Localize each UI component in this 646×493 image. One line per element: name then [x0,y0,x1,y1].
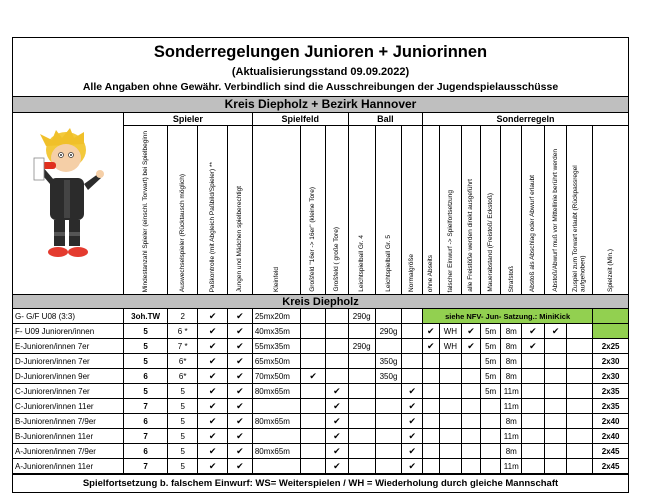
cell-zeit: 2x45 [593,459,628,474]
cell-ein [439,429,462,444]
page-title: Sonderregelungen Junioren + Juniorinnen [153,43,488,61]
column-header [462,126,481,295]
group-sonderregeln: Sonderregeln [423,113,628,126]
column-header-label: Spielzeit (Min.) [606,249,614,292]
table-row [13,444,628,459]
cell-pass: ✔ [198,399,228,414]
column-header [439,126,462,295]
column-header-label: Abstoß als Abschlag oder Abwurf erlaubt [529,174,537,292]
rules-table [13,113,628,474]
table-row [13,399,628,414]
cell-b4 [348,384,375,399]
table-row [13,384,628,399]
cell-sub: 7 * [168,339,198,354]
column-header-label: Großfeld ( große Tore) [333,227,341,292]
cell-sub: 6 * [168,324,198,339]
cell-abw: ✔ [522,324,545,339]
cell-abw [522,444,545,459]
cell-abs [423,384,440,399]
row-label: C-Junioren/innen 7er [13,384,123,399]
update-date: (Aktualisierungsstand 09.09.2022) [231,66,410,78]
column-header [402,126,423,295]
column-header-label: Mindestanzahl Spieler (einschl. Torwart) bei Spielbeginn [141,130,149,292]
cell-bn: ✔ [402,384,423,399]
cell-mauer: 5m [480,324,501,339]
cell-straf: 8m [501,354,522,369]
cell-mixed: ✔ [228,414,253,429]
cell-tw [567,414,593,429]
cell-b5 [375,339,402,354]
column-header [522,126,545,295]
cell-b5 [375,414,402,429]
cell-straf: 8m [501,414,522,429]
cell-mitte: ✔ [544,324,567,339]
cell-abs [423,444,440,459]
cell-abw: ✔ [522,339,545,354]
cell-abs [423,429,440,444]
cell-pass: ✔ [198,354,228,369]
column-header [326,126,349,295]
cell-bn [402,354,423,369]
cell-tw [567,384,593,399]
minikick-note: siehe NFV- Jun- Satzung.: MiniKick [423,309,593,324]
cell-pass: ✔ [198,414,228,429]
cell-ein [439,444,462,459]
cell-tw [567,324,593,339]
column-header-label: Kleinfeld [272,267,280,292]
cell-mixed: ✔ [228,399,253,414]
cell-abw [522,354,545,369]
column-header [567,126,593,295]
cell-frei [462,444,481,459]
cell-abs [423,369,440,384]
cell-mitte [544,339,567,354]
cell-frei [462,429,481,444]
row-label: B-Junioren/innen 7/9er [13,414,123,429]
cell-klein: 80mx65m [252,384,300,399]
cell-b5 [375,429,402,444]
disclaimer: Alle Angaben ohne Gewähr. Verbindlich sind die Ausschreibungen der Jugendspielausschüsse [82,81,559,93]
cell-zeit: 2x40 [593,429,628,444]
cell-b5 [375,309,402,324]
table-row [13,414,628,429]
cell-pass: ✔ [198,369,228,384]
cell-abw [522,429,545,444]
cell-straf: 11m [501,429,522,444]
cell-mitte [544,399,567,414]
cell-mixed: ✔ [228,309,253,324]
cell-g16 [301,444,326,459]
cell-abs [423,354,440,369]
cell-pass: ✔ [198,384,228,399]
column-header [480,126,501,295]
cell-b5 [375,459,402,474]
mascot-cell [13,113,123,295]
cell-klein [252,429,300,444]
column-header [301,126,326,295]
column-header-label: Paßkontrolle (mit Abgleich Paßbild/Spieler) ** [208,161,216,292]
cell-min: 7 [123,459,167,474]
cell-min: 5 [123,324,167,339]
column-header-label: Leichtspielball Gr. 5 [384,235,392,292]
column-header-label: Abstoß/Abwurf muß vor Mittellinie berührt werden [551,149,559,292]
cell-min: 6 [123,414,167,429]
column-header [252,126,300,295]
cell-klein: 55mx35m [252,339,300,354]
cell-g16: ✔ [301,369,326,384]
row-label: D-Junioren/innen 7er [13,354,123,369]
row-label: G- G/F U08 (3:3) [13,309,123,324]
row-label: E-Junioren/innen 7er [13,339,123,354]
cell-b5: 290g [375,324,402,339]
row-label: C-Junioren/innen 11er [13,399,123,414]
cell-pass: ✔ [198,444,228,459]
table-row [13,324,628,339]
cell-sub: 5 [168,429,198,444]
cell-straf: 11m [501,384,522,399]
cell-pass: ✔ [198,429,228,444]
cell-b4 [348,414,375,429]
cell-straf: 8m [501,369,522,384]
cell-min: 5 [123,384,167,399]
cell-ein [439,414,462,429]
cell-tw [567,399,593,414]
column-header-label: ohne Abseits [427,254,435,292]
cell-ein [439,459,462,474]
column-header [198,126,228,295]
cell-straf: 8m [501,339,522,354]
cell-mauer: 5m [480,384,501,399]
column-header [544,126,567,295]
cell-gross: ✔ [326,429,349,444]
cell-pass: ✔ [198,459,228,474]
cell-mitte [544,384,567,399]
cell-b4 [348,399,375,414]
cell-gross: ✔ [326,399,349,414]
cell-gross: ✔ [326,414,349,429]
cell-b5 [375,399,402,414]
cell-tw [567,444,593,459]
cell-klein: 25mx20m [252,309,300,324]
column-header-label: Normalgröße [408,254,416,292]
cell-mitte [544,429,567,444]
cell-mauer [480,414,501,429]
cell-gross: ✔ [326,444,349,459]
cell-zeit: 2x35 [593,384,628,399]
table-row [13,354,628,369]
cell-ein [439,399,462,414]
row-label: A-Junioren/innen 7/9er [13,444,123,459]
cell-bn [402,324,423,339]
cell-zeit: 2x40 [593,414,628,429]
footer-note: Spielfortsetzung b. falschem Einwurf: WS= Weiterspielen / WH = Wiederholung durch gleiche Mannschaft [13,474,628,492]
cell-ein [439,384,462,399]
section-header: Kreis Diepholz [13,295,628,309]
cell-straf: 8m [501,324,522,339]
cell-abw [522,369,545,384]
cell-bn: ✔ [402,429,423,444]
cell-mauer: 5m [480,354,501,369]
cell-gross: ✔ [326,459,349,474]
cell-gross [326,339,349,354]
cell-frei [462,459,481,474]
region-header: Kreis Diepholz + Bezirk Hannover [13,96,628,113]
cell-abs [423,399,440,414]
cell-mauer: 5m [480,369,501,384]
cell-zeit [593,324,628,339]
column-header [501,126,522,295]
cell-mauer: 5m [480,339,501,354]
cell-min: 6 [123,444,167,459]
cell-g16 [301,384,326,399]
cell-ein [439,369,462,384]
cell-mixed: ✔ [228,459,253,474]
cell-klein: 70mx50m [252,369,300,384]
cell-mitte [544,444,567,459]
cell-frei: ✔ [462,324,481,339]
cell-b4: 290g [348,339,375,354]
cell-b4: 290g [348,309,375,324]
cell-mauer [480,459,501,474]
cell-gross: ✔ [326,384,349,399]
cell-zeit: 2x30 [593,369,628,384]
cell-pass: ✔ [198,324,228,339]
column-header-label: falscher Einwurf -> Spielfortsetzung [446,189,454,292]
cell-g16 [301,429,326,444]
cell-klein: 80mx65m [252,414,300,429]
cell-abs [423,414,440,429]
cell-zeit [593,309,628,324]
cell-g16 [301,309,326,324]
cell-b5: 350g [375,369,402,384]
cell-sub: 5 [168,399,198,414]
column-header [375,126,402,295]
cell-gross [326,369,349,384]
cell-sub: 5 [168,459,198,474]
cell-frei [462,369,481,384]
row-label: F- U09 Junioren/innen [13,324,123,339]
cell-b5 [375,384,402,399]
cell-sub: 6* [168,354,198,369]
cell-b4 [348,444,375,459]
cell-zeit: 2x45 [593,444,628,459]
cell-abs [423,459,440,474]
cell-klein [252,399,300,414]
column-header-label: Leichtspielball Gr. 4 [357,235,365,292]
cell-bn [402,309,423,324]
cell-mixed: ✔ [228,429,253,444]
cell-abw [522,384,545,399]
cell-mitte [544,369,567,384]
row-label: B-Junioren/innen 11er [13,429,123,444]
cell-mixed: ✔ [228,324,253,339]
cell-bn: ✔ [402,459,423,474]
column-header-label: Strafstoß [507,265,515,292]
column-header [593,126,628,295]
cell-frei [462,384,481,399]
cell-tw [567,429,593,444]
cell-mixed: ✔ [228,354,253,369]
cell-pass: ✔ [198,309,228,324]
cell-sub: 6* [168,369,198,384]
cell-frei [462,354,481,369]
table-row [13,369,628,384]
group-spieler: Spieler [123,113,252,126]
cell-g16 [301,324,326,339]
cell-b5: 350g [375,354,402,369]
cell-gross [326,309,349,324]
cell-tw [567,339,593,354]
cell-bn [402,369,423,384]
cell-mauer [480,399,501,414]
cell-sub: 5 [168,384,198,399]
cell-mitte [544,354,567,369]
cell-abw [522,399,545,414]
cell-frei [462,399,481,414]
cell-g16 [301,339,326,354]
cell-klein: 65mx50m [252,354,300,369]
cell-bn [402,339,423,354]
column-header [423,126,440,295]
cell-g16 [301,414,326,429]
cell-klein [252,459,300,474]
cell-abw [522,459,545,474]
cell-g16 [301,399,326,414]
column-header-label: Auswechselspieler (Rücktausch möglich) [178,173,186,292]
cell-straf: 8m [501,444,522,459]
group-ball: Ball [348,113,422,126]
cell-b4 [348,429,375,444]
column-header [348,126,375,295]
cell-ein: WH [439,339,462,354]
cell-b5 [375,444,402,459]
cell-zeit: 2x30 [593,354,628,369]
cell-straf: 11m [501,459,522,474]
column-header [168,126,198,295]
cell-ein: WH [439,324,462,339]
cell-min: 7 [123,429,167,444]
cell-mauer [480,444,501,459]
cell-min: 6 [123,369,167,384]
cell-sub: 5 [168,414,198,429]
column-header-label: Großfeld "16er -> 16er" (kleine Tore) [309,187,317,292]
column-header-label: alle Freistöße werden direkt ausgeführt [467,179,475,292]
column-header [123,126,167,295]
referee-mascot-icon [28,128,108,278]
cell-sub: 5 [168,444,198,459]
row-label: D-Junioren/innen 9er [13,369,123,384]
cell-klein: 40mx35m [252,324,300,339]
cell-mixed: ✔ [228,444,253,459]
group-spielfeld: Spielfeld [252,113,348,126]
cell-tw [567,354,593,369]
cell-pass: ✔ [198,339,228,354]
cell-mixed: ✔ [228,384,253,399]
column-header-label: Zuspiel zum Torwart erlaubt (Rückpassregel aufgehoben) [572,165,587,292]
cell-g16 [301,459,326,474]
cell-mixed: ✔ [228,339,253,354]
cell-mitte [544,459,567,474]
column-header [228,126,253,295]
cell-b4 [348,369,375,384]
cell-gross [326,354,349,369]
cell-abw [522,414,545,429]
cell-tw [567,369,593,384]
cell-b4 [348,459,375,474]
cell-abs: ✔ [423,339,440,354]
cell-b4 [348,324,375,339]
cell-mixed: ✔ [228,369,253,384]
cell-straf: 11m [501,399,522,414]
cell-bn: ✔ [402,444,423,459]
cell-min: 5 [123,354,167,369]
cell-zeit: 2x35 [593,399,628,414]
cell-zeit: 2x25 [593,339,628,354]
cell-bn: ✔ [402,414,423,429]
cell-g16 [301,354,326,369]
cell-ein [439,354,462,369]
table-row [13,429,628,444]
cell-min: 7 [123,399,167,414]
cell-bn: ✔ [402,399,423,414]
cell-mauer [480,429,501,444]
cell-min: 3oh.TW [123,309,167,324]
cell-b4 [348,354,375,369]
row-label: A-Junioren/innen 11er [13,459,123,474]
cell-klein: 80mx65m [252,444,300,459]
cell-gross [326,324,349,339]
cell-frei [462,414,481,429]
cell-frei: ✔ [462,339,481,354]
column-header-label: Mauerabstand (Freistoß/ Eckstoß) [486,193,494,292]
cell-abs: ✔ [423,324,440,339]
cell-min: 5 [123,339,167,354]
cell-mitte [544,414,567,429]
column-header-label: Jungen und Mädchen spielberechtigt [236,185,244,292]
table-row [13,459,628,474]
cell-tw [567,459,593,474]
regulations-sheet [12,37,629,493]
table-row [13,309,628,324]
cell-sub: 2 [168,309,198,324]
table-row [13,339,628,354]
